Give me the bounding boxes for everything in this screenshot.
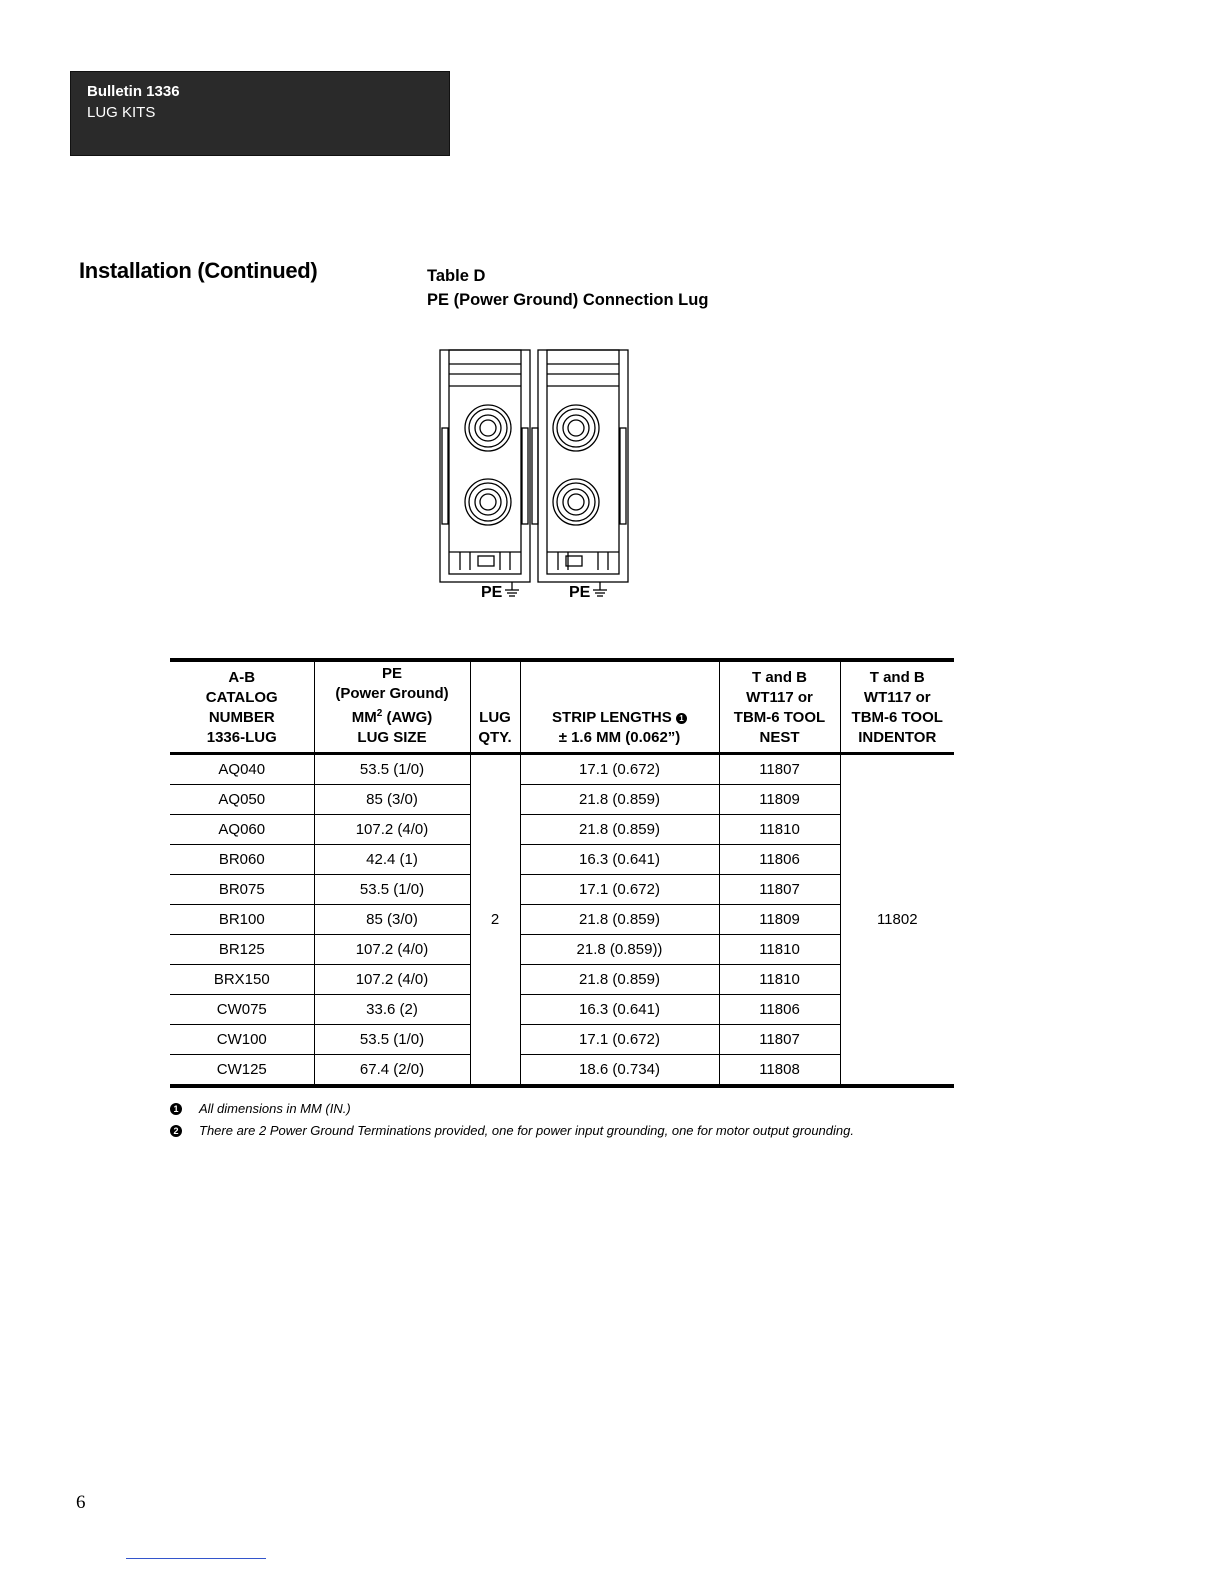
pe-label-left: PE <box>481 584 503 601</box>
header-tool-indentor: T and B WT117 or TBM-6 TOOL INDENTOR <box>840 660 954 754</box>
page-number: 6 <box>76 1492 86 1513</box>
strip-length-cell: 21.8 (0.859) <box>520 815 719 845</box>
catalog-cell: CW075 <box>170 995 314 1025</box>
strip-length-cell: 17.1 (0.672) <box>520 754 719 785</box>
table-title-block <box>427 264 708 312</box>
connection-lug-figure <box>430 340 640 610</box>
catalog-cell: BR060 <box>170 845 314 875</box>
strip-length-cell: 21.8 (0.859) <box>520 965 719 995</box>
footer-link-line <box>126 1558 266 1559</box>
pe-size-cell: 67.4 (2/0) <box>314 1055 470 1087</box>
nest-cell: 11810 <box>719 815 840 845</box>
nest-cell: 11810 <box>719 965 840 995</box>
connection-lug-drawing <box>430 340 640 610</box>
pe-size-cell: 107.2 (4/0) <box>314 935 470 965</box>
table-caption: PE (Power Ground) Connection Lug <box>427 291 709 309</box>
catalog-cell: AQ060 <box>170 815 314 845</box>
pe-size-cell: 33.6 (2) <box>314 995 470 1025</box>
ground-icon <box>593 582 607 596</box>
table-row <box>170 995 954 1025</box>
strip-length-cell: 16.3 (0.641) <box>520 995 719 1025</box>
footnote-1-marker: 1 <box>676 713 687 724</box>
pe-size-cell: 107.2 (4/0) <box>314 965 470 995</box>
table-row <box>170 815 954 845</box>
nest-cell: 11808 <box>719 1055 840 1087</box>
catalog-cell: AQ050 <box>170 785 314 815</box>
nest-cell: 11807 <box>719 875 840 905</box>
catalog-cell: CW125 <box>216 1061 267 1078</box>
strip-length-cell: 21.8 (0.859)) <box>520 935 719 965</box>
table-row <box>170 845 954 875</box>
header-lug-qty: LUG QTY. <box>470 660 520 754</box>
table-row <box>170 1055 954 1087</box>
pe-size-cell: 85 (3/0) <box>314 785 470 815</box>
nest-cell: 11806 <box>719 845 840 875</box>
pe-size-cell: 107.2 (4/0) <box>314 815 470 845</box>
catalog-cell: BR100 <box>170 905 314 935</box>
strip-length-cell: 17.1 (0.672) <box>520 875 719 905</box>
pe-size-cell: 53.5 (1/0) <box>314 1025 470 1055</box>
footnote-text: There are 2 Power Ground Terminations provided, one for power input grounding, one for motor output grounding. <box>199 1123 854 1138</box>
lug-qty-cell: 2 <box>470 754 520 1087</box>
table-row <box>170 785 954 815</box>
table-row <box>170 875 954 905</box>
strip-length-cell: 16.3 (0.641) <box>520 845 719 875</box>
indentor-cell: 11802 <box>840 754 954 1087</box>
nest-cell: 11809 <box>719 785 840 815</box>
header-catalog-number: A-B CATALOG NUMBER 1336-LUG <box>170 660 314 754</box>
strip-length-cell: 21.8 (0.859) <box>520 905 719 935</box>
pe-size-cell: 42.4 (1) <box>314 845 470 875</box>
strip-length-cell: 21.8 (0.859) <box>520 785 719 815</box>
nest-cell: 11810 <box>719 935 840 965</box>
footnote-marker-2: 2 <box>170 1125 182 1137</box>
ground-icon <box>505 582 519 596</box>
table-row <box>170 1025 954 1055</box>
header-tool-nest: T and B WT117 or TBM-6 TOOL NEST <box>719 660 840 754</box>
table-label: Table D <box>427 267 486 285</box>
catalog-cell: BRX150 <box>170 965 314 995</box>
section-title: Installation (Continued) <box>79 258 318 283</box>
catalog-cell: BR075 <box>170 875 314 905</box>
bulletin-header <box>70 71 450 156</box>
bulletin-subtitle: LUG KITS <box>87 104 156 121</box>
table-header-row <box>170 660 954 754</box>
footnote-marker-1: 1 <box>170 1103 182 1115</box>
table-row <box>170 935 954 965</box>
bulletin-number: Bulletin 1336 <box>87 83 180 100</box>
pe-size-cell: 53.5 (1/0) <box>314 875 470 905</box>
table-row <box>170 965 954 995</box>
nest-cell: 11809 <box>719 905 840 935</box>
catalog-cell: AQ040 <box>170 754 314 785</box>
table-row <box>170 754 954 785</box>
pe-size-cell: 53.5 (1/0) <box>314 754 470 785</box>
header-pe-lug-size: PE (Power Ground) $MM^2$ (AWG) LUG SIZE <box>314 660 470 754</box>
strip-length-cell: 17.1 (0.672) <box>520 1025 719 1055</box>
catalog-cell: BR125 <box>170 935 314 965</box>
strip-length-cell: 18.6 (0.734) <box>520 1055 719 1087</box>
nest-cell: 11807 <box>719 1025 840 1055</box>
pe-size-cell: 85 (3/0) <box>314 905 470 935</box>
pe-label-right: PE <box>569 584 591 601</box>
nest-cell: 11807 <box>719 754 840 785</box>
catalog-cell: CW100 <box>170 1025 314 1055</box>
header-strip-lengths: STRIP LENGTHS 1 ± 1.6 MM (0.062”) <box>520 660 719 754</box>
lug-table <box>170 658 954 1088</box>
nest-cell: 11806 <box>719 995 840 1025</box>
table-row <box>170 905 954 935</box>
footnote-text: All dimensions in MM (IN.) <box>199 1101 351 1116</box>
